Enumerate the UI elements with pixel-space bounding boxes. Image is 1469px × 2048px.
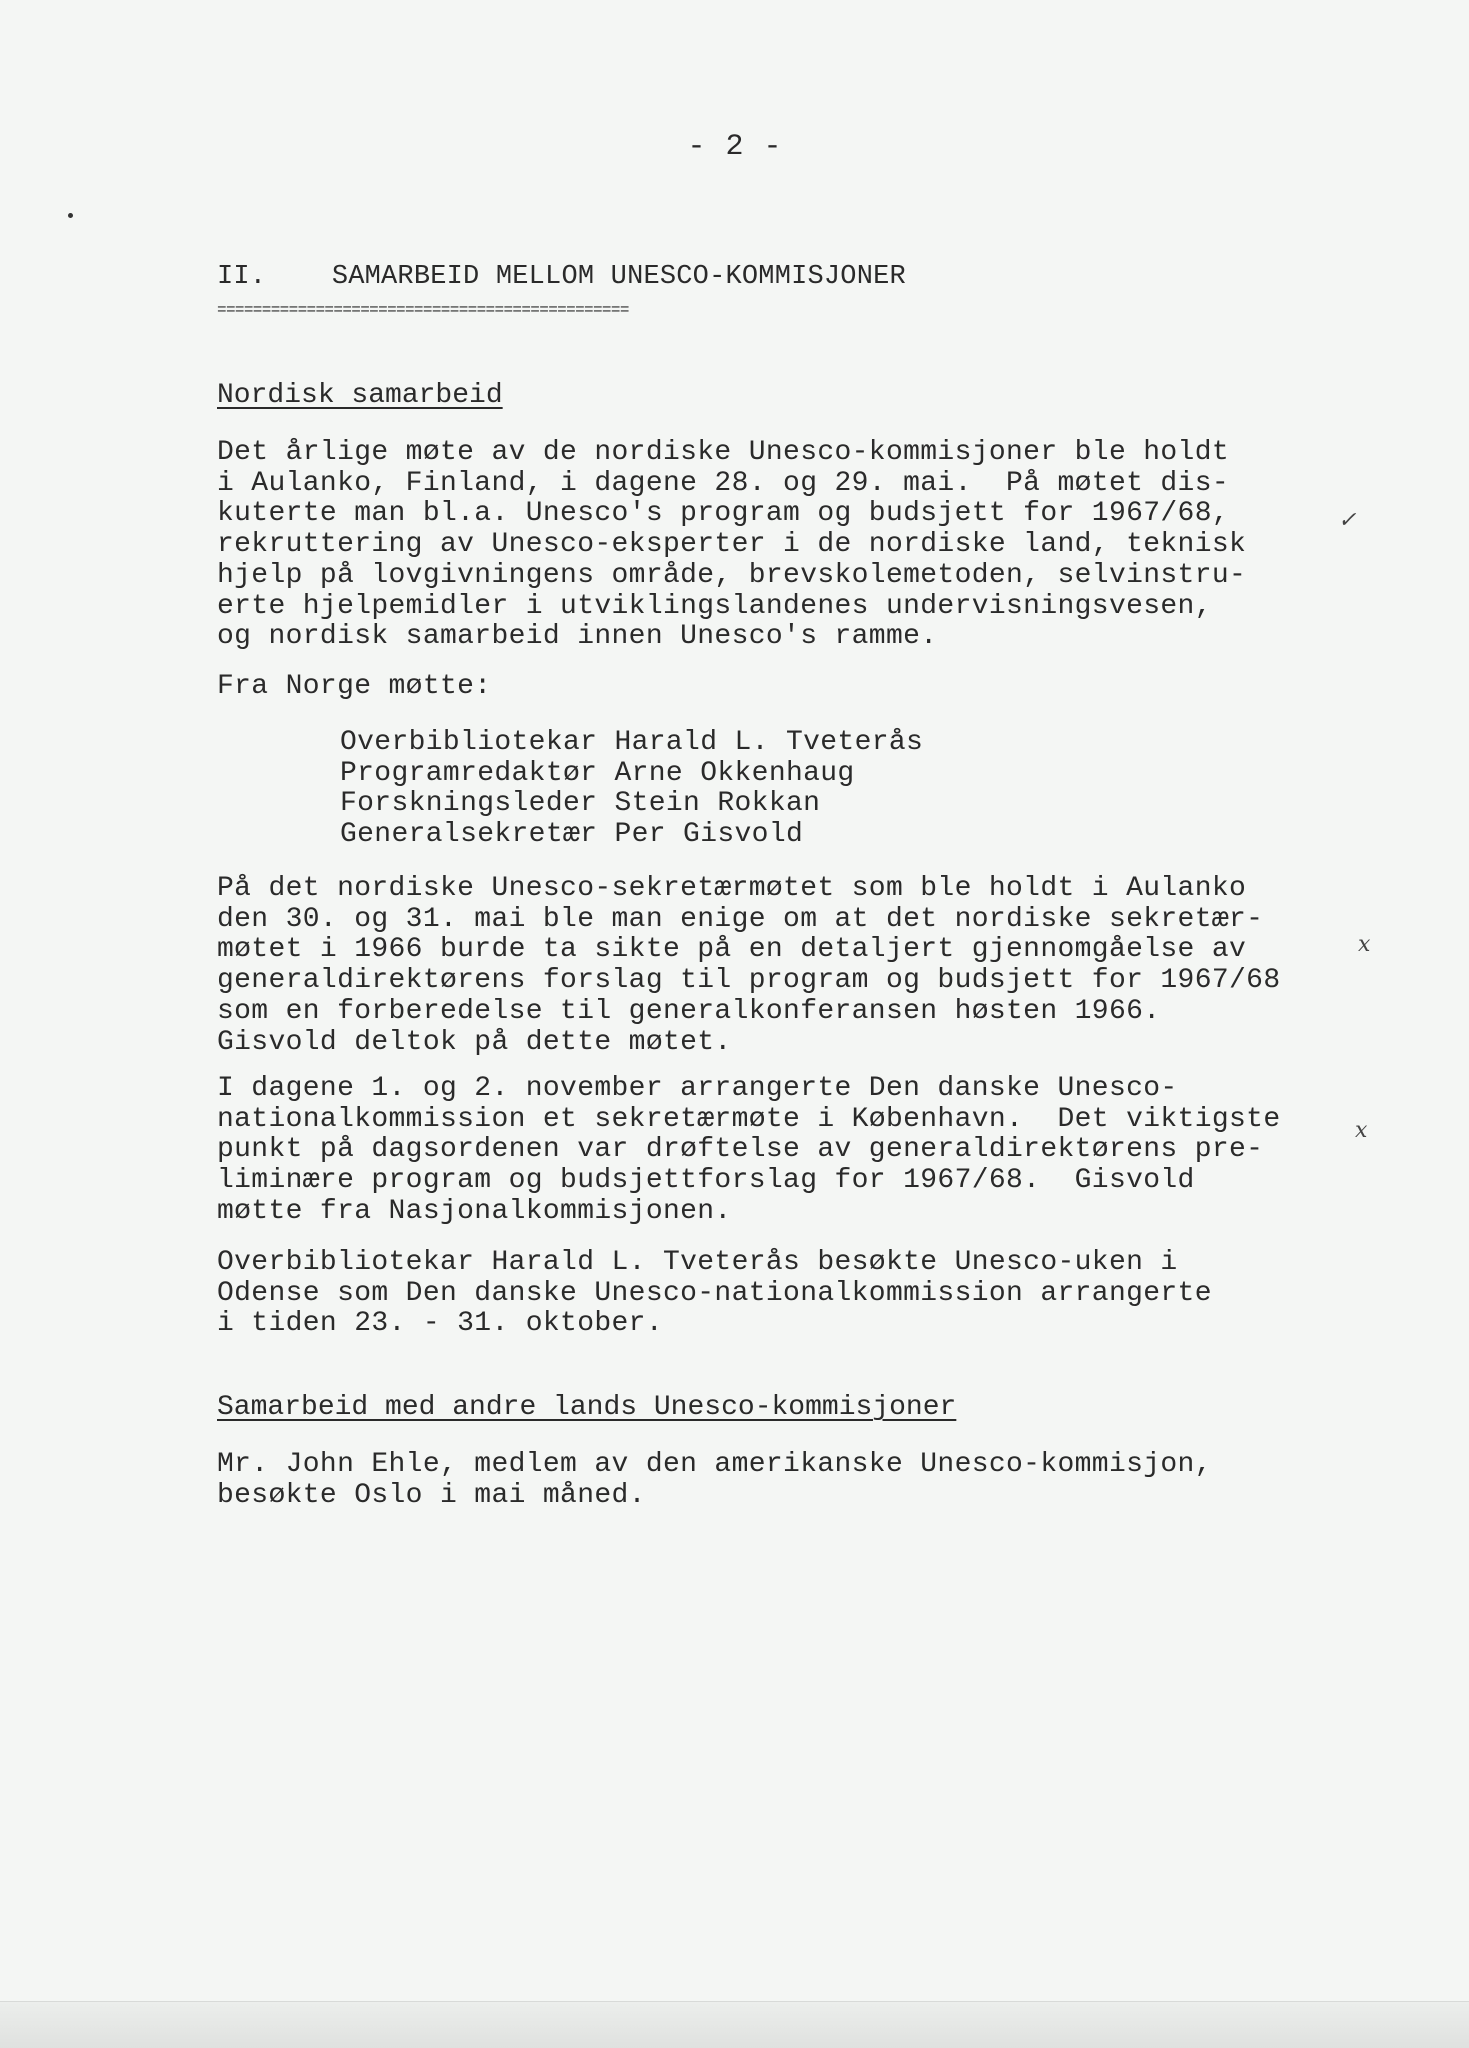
- section-heading-rule: ==============================================: [217, 301, 629, 319]
- paragraph-odense: Overbibliotekar Harald L. Tveterås besøkte Unesco-uken i Odense som Den danske Unesco-nationalkommission arrangerte i tiden 23. - 31. oktober.: [217, 1247, 1212, 1340]
- margin-x-mark: x: [1358, 932, 1371, 957]
- attendees-list: Overbibliotekar Harald L. Tveterås Programredaktør Arne Okkenhaug Forskningsleder Stein Rokkan Generalsekretær Per Gisvold: [340, 727, 924, 851]
- section-heading: II. SAMARBEID MELLOM UNESCO-KOMMISJONER: [217, 262, 906, 292]
- margin-x-mark: x: [1355, 1118, 1368, 1143]
- subheading-other-countries: Samarbeid med andre lands Unesco-kommisjoner: [217, 1392, 957, 1423]
- paragraph-john-ehle: Mr. John Ehle, medlem av den amerikanske Unesco-kommisjon, besøkte Oslo i mai måned.: [217, 1449, 1212, 1511]
- subheading-nordic: Nordisk samarbeid: [217, 380, 503, 411]
- attendees-intro: Fra Norge møtte:: [217, 671, 492, 702]
- page-bottom-edge: [0, 2001, 1469, 2048]
- stray-dot: [68, 213, 73, 218]
- page-number: - 2 -: [687, 130, 783, 164]
- paragraph-copenhagen: I dagene 1. og 2. november arrangerte Den danske Unesco- nationalkommission et sekretærmøte i København. Det viktigste punkt på dagsordenen var drøftelse av generaldirektørens pre- liminære program og budsjettforslag for 1967/68. Gisvold møtte fra Nasjonalkommisjonen.: [217, 1073, 1281, 1227]
- paragraph-secretary-meeting: På det nordiske Unesco-sekretærmøtet som ble holdt i Aulanko den 30. og 31. mai ble man enige om at det nordiske sekretær- møtet i 1966 burde ta sikte på en detaljert gjennomgåelse av generaldirektørens forslag til program og budsjett for 1967/68 som en forberedelse til generalkonferansen høsten 1966. Gisvold deltok på dette møtet.: [217, 873, 1281, 1058]
- margin-check-mark: ✓: [1338, 508, 1357, 533]
- paragraph-nordic-meeting: Det årlige møte av de nordiske Unesco-kommisjoner ble holdt i Aulanko, Finland, i dagene 28. og 29. mai. På møtet dis- kuterte man bl.a. Unesco's program og budsjett for 1967/68, rekruttering av Unesco-eksperter i de nordiske land, teknisk hjelp på lovgivningens område, brevskolemetoden, selvinstru- erte hjelpemidler i utviklingslandenes undervisningsvesen, og nordisk samarbeid innen Unesco's ramme.: [217, 437, 1247, 653]
